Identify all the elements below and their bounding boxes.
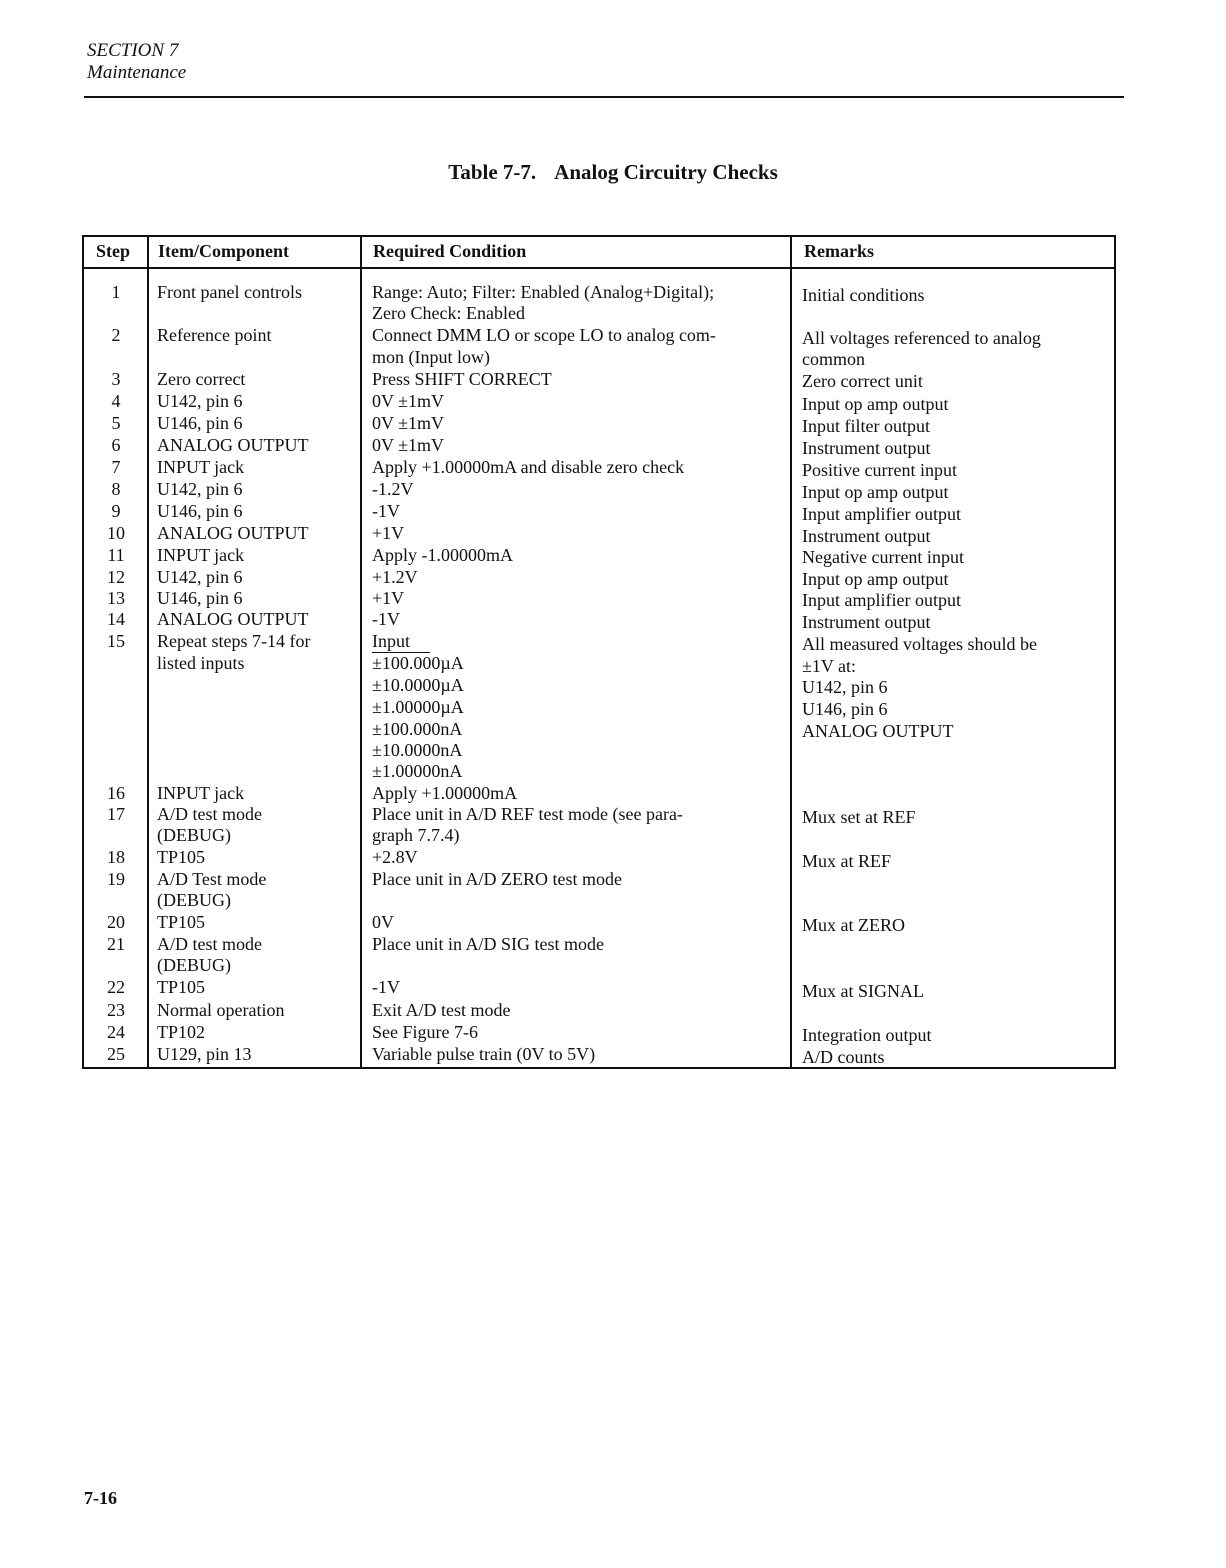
- condition-text: Variable pulse train (0V to 5V): [372, 1044, 596, 1064]
- column-divider: [147, 237, 149, 1067]
- input-heading-underlined: Input: [372, 630, 430, 653]
- step-number: 19: [107, 869, 125, 889]
- item-text: Repeat steps 7-14 for: [157, 631, 311, 651]
- step-number: 13: [107, 588, 125, 608]
- item-text: U129, pin 13: [157, 1044, 252, 1064]
- section-subtitle: Maintenance: [87, 62, 187, 83]
- page-number: 7-16: [84, 1488, 117, 1508]
- col-header-condition: Required Condition: [373, 241, 527, 261]
- table-title: [0, 160, 1226, 185]
- condition-text: Press SHIFT CORRECT: [372, 369, 552, 389]
- remark-text: U146, pin 6: [802, 699, 888, 719]
- step-number: 25: [107, 1044, 125, 1064]
- step-number: 16: [107, 783, 125, 803]
- condition-text: Place unit in A/D ZERO test mode: [372, 869, 622, 889]
- condition-text: +2.8V: [372, 847, 418, 867]
- condition-text: Apply +1.00000mA and disable zero check: [372, 457, 685, 477]
- item-text: Reference point: [157, 325, 272, 345]
- step-number: 21: [107, 934, 125, 954]
- remark-text: Mux set at REF: [802, 807, 916, 827]
- step-number: 8: [111, 479, 121, 499]
- step-number: 6: [111, 435, 121, 455]
- step-number: 9: [111, 501, 121, 521]
- remark-text: Input op amp output: [802, 569, 949, 589]
- item-text: Normal operation: [157, 1000, 285, 1020]
- remark-text: ±1V at:: [802, 656, 857, 676]
- remark-text: All voltages referenced to analog: [802, 328, 1041, 348]
- item-text: U142, pin 6: [157, 567, 243, 587]
- step-number: 10: [107, 523, 125, 543]
- remark-text: Instrument output: [802, 612, 931, 632]
- condition-text: +1.2V: [372, 567, 418, 587]
- condition-text: mon (Input low): [372, 347, 490, 367]
- item-text: (DEBUG): [157, 955, 231, 975]
- header-divider: [84, 267, 1114, 269]
- item-text: (DEBUG): [157, 890, 231, 910]
- item-text: INPUT jack: [157, 545, 245, 565]
- remark-text: Mux at ZERO: [802, 915, 905, 935]
- item-text: ANALOG OUTPUT: [157, 435, 309, 455]
- remark-text: Input op amp output: [802, 482, 949, 502]
- step-number: 7: [111, 457, 121, 477]
- column-divider: [790, 237, 792, 1067]
- item-text: TP102: [157, 1022, 206, 1042]
- condition-text: Place unit in A/D REF test mode (see para-: [372, 804, 683, 824]
- item-text: ANALOG OUTPUT: [157, 523, 309, 543]
- remark-text: Instrument output: [802, 526, 931, 546]
- remark-text: Initial conditions: [802, 285, 925, 305]
- running-header: [87, 40, 186, 84]
- step-number: 20: [107, 912, 125, 932]
- remark-text: A/D counts: [802, 1047, 885, 1067]
- item-text: U142, pin 6: [157, 479, 243, 499]
- remark-text: Input filter output: [802, 416, 930, 436]
- item-text: Zero correct: [157, 369, 246, 389]
- item-text: U142, pin 6: [157, 391, 243, 411]
- item-text: ANALOG OUTPUT: [157, 609, 309, 629]
- item-text: listed inputs: [157, 653, 245, 673]
- step-number: 18: [107, 847, 125, 867]
- condition-text: Range: Auto; Filter: Enabled (Analog+Digital);: [372, 282, 715, 302]
- step-number: 24: [107, 1022, 125, 1042]
- remark-text: common: [802, 349, 865, 369]
- condition-text: Connect DMM LO or scope LO to analog com-: [372, 325, 716, 345]
- step-number: 23: [107, 1000, 125, 1020]
- table-name: Analog Circuitry Checks: [554, 160, 778, 184]
- condition-text: 0V ±1mV: [372, 435, 445, 455]
- col-header-item: Item/Component: [158, 241, 289, 261]
- remark-text: U142, pin 6: [802, 677, 888, 697]
- input-range: ±100.000µA: [372, 653, 464, 673]
- step-number: 11: [107, 545, 125, 565]
- condition-text: +1V: [372, 588, 405, 608]
- step-number: 3: [111, 369, 121, 389]
- item-text: (DEBUG): [157, 825, 231, 845]
- remark-text: All measured voltages should be: [802, 634, 1037, 654]
- item-text: Front panel controls: [157, 282, 302, 302]
- input-range: ±1.00000nA: [372, 761, 463, 781]
- remark-text: Negative current input: [802, 547, 964, 567]
- item-text: U146, pin 6: [157, 413, 243, 433]
- input-range: ±1.00000µA: [372, 697, 464, 717]
- condition-text: Exit A/D test mode: [372, 1000, 511, 1020]
- item-text: INPUT jack: [157, 783, 245, 803]
- col-header-step: Step: [96, 241, 131, 261]
- step-number: 14: [107, 609, 125, 629]
- condition-text: See Figure 7-6: [372, 1022, 478, 1042]
- input-range: ±10.0000µA: [372, 675, 464, 695]
- condition-text: Zero Check: Enabled: [372, 303, 525, 323]
- condition-text: -1V: [372, 609, 400, 629]
- remark-text: Input amplifier output: [802, 504, 961, 524]
- condition-text: graph 7.7.4): [372, 825, 460, 845]
- condition-text: +1V: [372, 523, 405, 543]
- condition-text: 0V: [372, 912, 394, 932]
- input-range: ±100.000nA: [372, 719, 463, 739]
- condition-text: Apply +1.00000mA: [372, 783, 518, 803]
- item-text: A/D Test mode: [157, 869, 267, 889]
- item-text: INPUT jack: [157, 457, 245, 477]
- step-number: 12: [107, 567, 125, 587]
- section-label: SECTION 7: [87, 40, 179, 61]
- condition-text: -1.2V: [372, 479, 414, 499]
- condition-text: 0V ±1mV: [372, 391, 445, 411]
- step-number: 15: [107, 631, 125, 651]
- remark-text: Zero correct unit: [802, 371, 923, 391]
- input-range: ±10.0000nA: [372, 740, 463, 760]
- condition-text: -1V: [372, 501, 400, 521]
- item-text: TP105: [157, 912, 206, 932]
- remark-text: Instrument output: [802, 438, 931, 458]
- item-text: TP105: [157, 847, 206, 867]
- col-header-remarks: Remarks: [804, 241, 874, 261]
- input-list-heading: [372, 630, 430, 652]
- step-number: 5: [111, 413, 121, 433]
- step-number: 4: [111, 391, 121, 411]
- analog-checks-table: [82, 235, 1116, 1069]
- item-text: U146, pin 6: [157, 588, 243, 608]
- remark-text: Positive current input: [802, 460, 957, 480]
- remark-text: Input amplifier output: [802, 590, 961, 610]
- remark-text: Integration output: [802, 1025, 932, 1045]
- table-number: Table 7-7.: [448, 160, 537, 184]
- remark-text: ANALOG OUTPUT: [802, 721, 954, 741]
- item-text: A/D test mode: [157, 934, 262, 954]
- condition-text: Place unit in A/D SIG test mode: [372, 934, 604, 954]
- column-divider: [360, 237, 362, 1067]
- remark-text: Mux at SIGNAL: [802, 981, 924, 1001]
- remark-text: Input op amp output: [802, 394, 949, 414]
- step-number: 17: [107, 804, 125, 824]
- step-number: 22: [107, 977, 125, 997]
- remark-text: Mux at REF: [802, 851, 892, 871]
- item-text: A/D test mode: [157, 804, 262, 824]
- step-number: 2: [111, 325, 121, 345]
- item-text: TP105: [157, 977, 206, 997]
- condition-text: -1V: [372, 977, 400, 997]
- condition-text: Apply -1.00000mA: [372, 545, 513, 565]
- item-text: U146, pin 6: [157, 501, 243, 521]
- header-rule: [84, 96, 1124, 98]
- condition-text: 0V ±1mV: [372, 413, 445, 433]
- step-number: 1: [111, 282, 121, 302]
